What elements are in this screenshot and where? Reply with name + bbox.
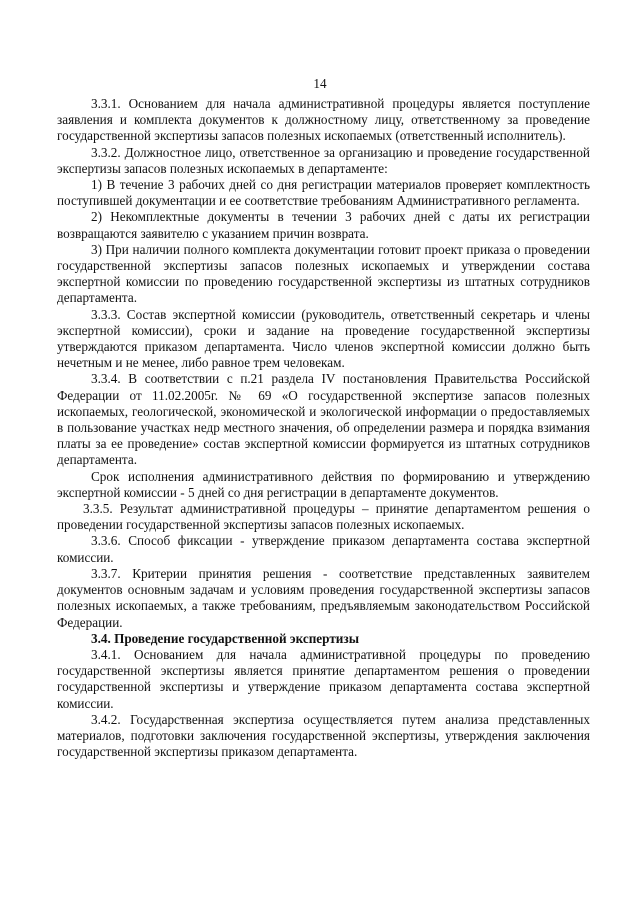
- paragraph: 3.3.4. В соответствии с п.21 раздела IV постановления Правительства Российской Федерации от 11.02.2005г. № 69 «О государственной экспертизе запасов полезных ископаемых, геологической, экономической и экологической информации о предоставляемых в пользование участках недр местного значения, об определении размера и порядка взимания платы за ее проведение» состав экспертной комиссии формируется из штатных сотрудников департамента.: [57, 371, 590, 468]
- paragraph: 3.3.6. Способ фиксации - утверждение приказом департамента состава экспертной комиссии.: [57, 533, 590, 565]
- page-number: 14: [313, 76, 327, 91]
- paragraph: 1) В течение 3 рабочих дней со дня регистрации материалов проверяет комплектность поступившей документации и ее соответствие требованиям Административного регламента.: [57, 177, 590, 209]
- paragraph: 3.3.2. Должностное лицо, ответственное за организацию и проведение государственной экспертизы запасов полезных ископаемых в департаменте:: [57, 144, 590, 176]
- section-heading: 3.4. Проведение государственной экспертизы: [91, 630, 359, 646]
- paragraph: 3) При наличии полного комплекта документации готовит проект приказа о проведении государственной экспертизы запасов полезных ископаемых и утверждении состава экспертной комиссии по проведению государственной экспертизы из штатных сотрудников департамента.: [57, 241, 590, 306]
- paragraph: 3.3.3. Состав экспертной комиссии (руководитель, ответственный секретарь и члены экспертной комиссии), сроки и задание на проведение государственной экспертизы утверждаются приказом департамента. Число членов экспертной комиссии должно быть нечетным и не менее, либо равное трем человекам.: [57, 306, 590, 371]
- paragraph: 3.4.2. Государственная экспертиза осуществляется путем анализа представленных материалов, подготовки заключения государственной экспертизы, утверждения заключения государственной экспертизы приказом департамента.: [57, 711, 590, 760]
- paragraph: 3.4.1. Основанием для начала административной процедуры по проведению государственной экспертизы является принятие департаментом решения о проведении государственной экспертизы и утверждение приказом департамента состава экспертной комиссии.: [57, 646, 590, 711]
- document-body: [57, 96, 590, 760]
- paragraph: Срок исполнения административного действия по формированию и утверждению экспертной комиссии - 5 дней со дня регистрации в департаменте документов.: [57, 468, 590, 500]
- paragraph: 3.3.7. Критерии принятия решения - соответствие представленных заявителем документов основным задачам и условиям проведения государственной экспертизы запасов полезных ископаемых, а также требованиям, предъявляемым законодательством Российской Федерации.: [57, 565, 590, 630]
- paragraph: 2) Некомплектные документы в течении 3 рабочих дней с даты их регистрации возвращаются заявителю с указанием причин возврата.: [57, 209, 590, 241]
- paragraph: 3.3.1. Основанием для начала административной процедуры является поступление заявления и комплекта документов к должностному лицу, ответственному за проведение государственной экспертизы запасов полезных ископаемых (ответственный исполнитель).: [57, 96, 590, 144]
- paragraph: 3.3.5. Результат административной процедуры – принятие департаментом решения о проведении государственной экспертизы запасов полезных ископаемых.: [57, 501, 590, 533]
